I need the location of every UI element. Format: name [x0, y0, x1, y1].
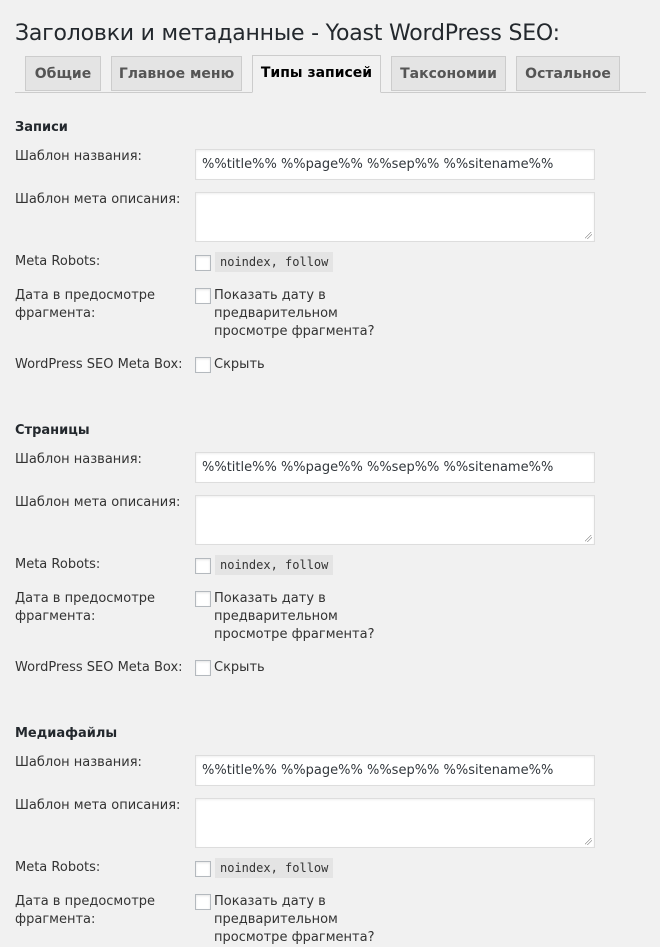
media-show-date-checkbox[interactable] — [195, 894, 211, 910]
posts-robots-code: noindex, follow — [215, 252, 333, 272]
pages-hide-text[interactable]: Скрыть — [214, 660, 265, 675]
resize-grip-icon[interactable] — [585, 838, 592, 845]
posts-noindex-checkbox[interactable] — [195, 255, 211, 271]
tab-post-types[interactable]: Типы записей — [252, 55, 381, 93]
tab-general[interactable]: Общие — [25, 56, 101, 91]
posts-meta-desc-textarea[interactable] — [195, 192, 595, 242]
meta-box-label: WordPress SEO Meta Box: — [15, 357, 183, 372]
meta-box-label: WordPress SEO Meta Box: — [15, 660, 183, 675]
section-heading-posts: Записи — [15, 120, 68, 135]
pages-meta-desc-textarea[interactable] — [195, 495, 595, 545]
meta-robots-label: Meta Robots: — [15, 254, 101, 269]
posts-hide-metabox-checkbox[interactable] — [195, 357, 211, 373]
pages-hide-metabox-checkbox[interactable] — [195, 660, 211, 676]
media-meta-desc-textarea[interactable] — [195, 798, 595, 848]
pages-robots-code: noindex, follow — [215, 555, 333, 575]
resize-grip-icon[interactable] — [585, 232, 592, 239]
date-preview-label: Дата в предосмотре фрагмента: — [15, 591, 156, 624]
page-title: Заголовки и метаданные - Yoast WordPress SEO: — [15, 20, 560, 46]
meta-desc-label: Шаблон мета описания: — [15, 798, 181, 813]
media-noindex-checkbox[interactable] — [195, 861, 211, 877]
tab-bar — [0, 55, 660, 93]
date-preview-label: Дата в предосмотре фрагмента: — [15, 288, 156, 321]
media-robots-code: noindex, follow — [215, 858, 333, 878]
pages-noindex-checkbox[interactable] — [195, 558, 211, 574]
pages-title-template-input[interactable] — [195, 452, 595, 483]
meta-desc-label: Шаблон мета описания: — [15, 192, 181, 207]
posts-hide-text[interactable]: Скрыть — [214, 357, 265, 372]
section-heading-media: Медиафайлы — [15, 726, 118, 741]
media-show-date-text[interactable]: Показать дату в предварительном просмотре фрагмента? — [214, 894, 375, 945]
title-template-label: Шаблон названия: — [15, 452, 142, 467]
pages-show-date-text[interactable]: Показать дату в предварительном просмотре фрагмента? — [214, 591, 375, 642]
posts-title-template-input[interactable] — [195, 149, 595, 180]
date-preview-label: Дата в предосмотре фрагмента: — [15, 894, 156, 927]
posts-show-date-checkbox[interactable] — [195, 288, 211, 304]
pages-show-date-checkbox[interactable] — [195, 591, 211, 607]
tab-home[interactable]: Главное меню — [111, 56, 242, 91]
section-heading-pages: Страницы — [15, 423, 90, 438]
tab-taxonomies[interactable]: Таксономии — [391, 56, 506, 91]
title-template-label: Шаблон названия: — [15, 149, 142, 164]
meta-desc-label: Шаблон мета описания: — [15, 495, 181, 510]
media-title-template-input[interactable] — [195, 755, 595, 786]
meta-robots-label: Meta Robots: — [15, 860, 101, 875]
title-template-label: Шаблон названия: — [15, 755, 142, 770]
meta-robots-label: Meta Robots: — [15, 557, 101, 572]
resize-grip-icon[interactable] — [585, 535, 592, 542]
posts-show-date-text[interactable]: Показать дату в предварительном просмотре фрагмента? — [214, 288, 375, 339]
tab-other[interactable]: Остальное — [516, 56, 620, 91]
